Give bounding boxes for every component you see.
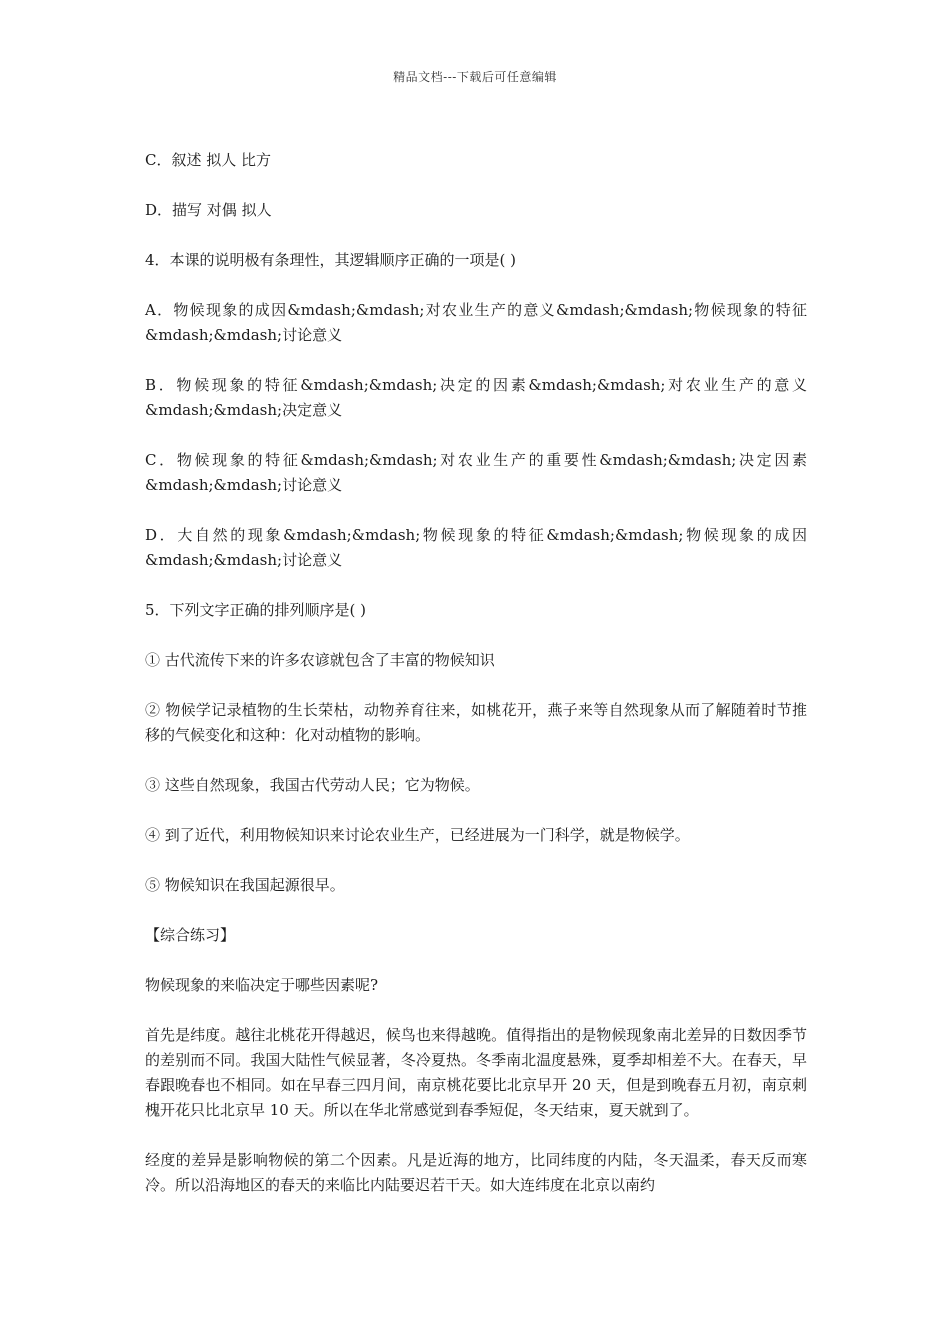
body-paragraph-longitude: 经度的差异是影响物候的第二个因素。凡是近海的地方，比同纬度的内陆，冬天温柔，春天反而寒冷。所以沿海地区的春天的来临比内陆要迟若干天。如大连纬度在北京以南约 [145,1151,807,1194]
q5-item-1: ① 古代流传下来的许多农谚就包含了丰富的物候知识 [145,651,495,669]
q3-option-c: C．叙述 拟人 比方 [145,151,272,169]
document-body [145,148,807,1223]
q4-option-d: D．大自然的现象&mdash;&mdash;物候现象的特征&mdash;&mdash;物候现象的成因&mdash;&mdash;讨论意义 [145,526,807,569]
q5-stem: 5．下列文字正确的排列顺序是( ) [145,601,367,619]
body-paragraph-latitude: 首先是纬度。越往北桃花开得越迟，候鸟也来得越晚。值得指出的是物候现象南北差异的日数因季节的差别而不同。我国大陆性气候显著，冬冷夏热。冬季南北温度悬殊，夏季却相差不大。在春天，早春跟晚春也不相同。如在早春三四月间，南京桃花要比北京早开 20 天，但是到晚春五月初，南京刺槐开花只比北京早 10 天。所以在华北常感觉到春季短促，冬天结束，夏天就到了。 [145,1026,807,1119]
q5-item-3: ③ 这些自然现象，我国古代劳动人民；它为物候。 [145,776,480,794]
q5-item-5: ⑤ 物候知识在我国起源很早。 [145,876,345,894]
section-title: 【综合练习】 [145,926,236,944]
q4-option-a: A．物候现象的成因&mdash;&mdash;对农业生产的意义&mdash;&mdash;物候现象的特征&mdash;&mdash;讨论意义 [145,301,807,344]
q4-option-b: B．物候现象的特征&mdash;&mdash;决定的因素&mdash;&mdash;对农业生产的意义&mdash;&mdash;决定意义 [145,376,807,419]
q3-option-d: D．描写 对偶 拟人 [145,201,272,219]
q4-stem: 4．本课的说明极有条理性，其逻辑顺序正确的一项是( ) [145,251,517,269]
q4-option-c: C．物候现象的特征&mdash;&mdash;对农业生产的重要性&mdash;&mdash;决定因素&mdash;&mdash;讨论意义 [145,451,807,494]
q5-item-4: ④ 到了近代，利用物候知识来讨论农业生产，已经进展为一门科学，就是物候学。 [145,826,690,844]
q5-item-2: ② 物候学记录植物的生长荣枯，动物养育往来，如桃花开，燕子来等自然现象从而了解随着时节推移的气候变化和这种：化对动植物的影响。 [145,701,807,744]
page-header: 精品文档---下载后可任意编辑 [393,70,557,84]
question-text: 物候现象的来临决定于哪些因素呢? [145,976,379,994]
